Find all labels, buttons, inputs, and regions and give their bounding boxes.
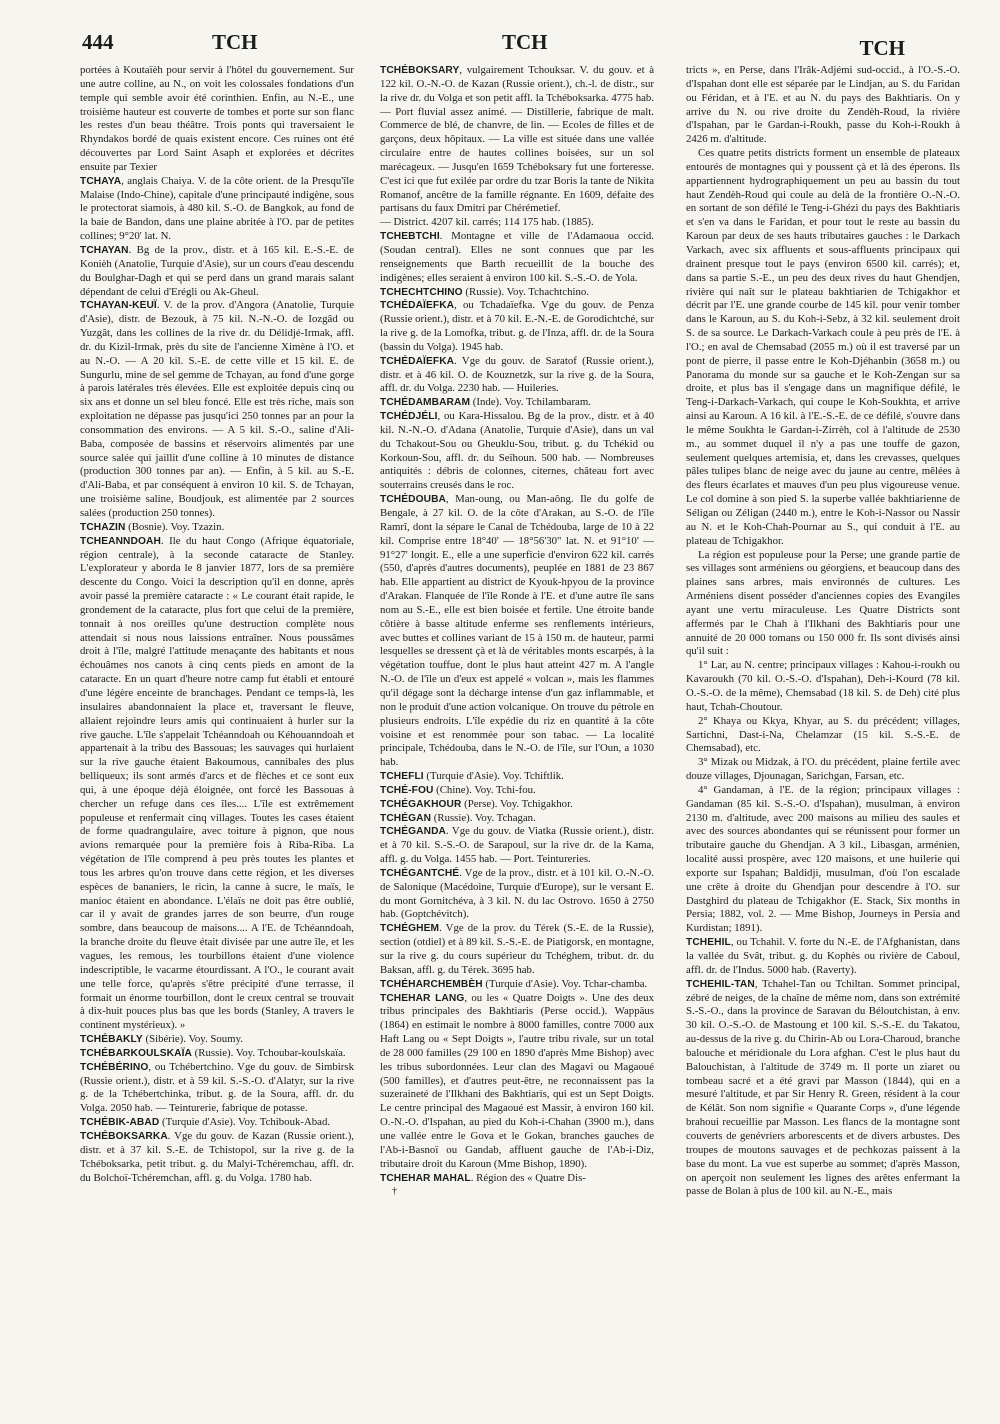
dictionary-entry <box>80 521 354 535</box>
entry-headword: TCHÉGAKHOUR <box>380 798 462 810</box>
entry-headword: TCHECHTCHINO <box>380 286 463 298</box>
dictionary-entry <box>80 535 354 1033</box>
entry-headword: TCHÉGANDA <box>380 826 446 838</box>
text-columns <box>80 64 960 1404</box>
entry-headword: TCHÉDJÉLI <box>380 411 438 423</box>
entry-headword: TCHÉDAMBARAM <box>380 397 471 409</box>
entry-headword: TCHÉDAÏEFKA <box>380 355 455 367</box>
entry-headword: TCHÉBIK-ABAD <box>80 1117 160 1129</box>
entry-text: — District. 4207 kil. carrés; 114 175 hab. (1885). <box>380 216 594 229</box>
entry-headword: TCHÉ-FOU <box>380 784 434 796</box>
entry-headword: TCHÉDAÏEFKA <box>380 300 455 312</box>
entry-text: 2° Khaya ou Kkya, Khyar, au S. du précédent; villages, Sartichni, Dast-i-Na, Chelamzar (15 kil. S.-S.-E. de Chemsabad), etc. <box>686 714 960 755</box>
entry-text: (Perse). Voy. Tchigakhor. <box>461 797 573 810</box>
dictionary-entry <box>380 812 654 826</box>
entry-text: (Sibérie). Voy. Soumy. <box>142 1033 243 1046</box>
dictionary-entry <box>80 244 354 299</box>
entry-text: , ou les « Quatre Doigts ». Une des deux tribus principales des Bakhtiaris (Perse occid.). Wappäus (1864) en estimait le nombre à 8000 familles, contre 7000 aux Haft Lang ou « Sept Doigts », l'autre tribu rivale, sur un total de 28 000 familles (29 100 en 1890 d'après Mme Bishop) avec les tribus subordonnées. Leur clan des Magavi ou Magaoué (500 familles), et d'autres peut-être, ne reconnaissent pas la suzeraineté de l'Ilkhani des Bakhtiaris, qui est un Sept Doigts. Le centre principal des Magaoué est Massir, à environ 160 kil. O.-N.-O. d'Ispahan, au pied du Koh-i-Chahan (3900 m.), dans une vallée entre le Gova et le Gokan, branches gauches de l'Ab-i-Basnoï ou Gandab, affluent gauche de l'Ab-i-Diz, tributaire droit du Karoun (Mme Bishop, 1890). <box>380 991 654 1170</box>
entry-text: . Région des « Quatre Dis- <box>470 1171 586 1184</box>
dictionary-entry <box>380 1172 654 1186</box>
entry-text: portées à Koutaïèh pour servir à l'hôtel du gouvernement. Sur une autre colline, au N., on voit les colossales fondations d'un temple qui semble avoir été corinthien. Enfin, au N.-E., une troisième hauteur est couverte de tombes et porte sur son flanc les restes d'un beau théâtre. Trois ponts qui traversaient le Rhyndakos bordé de quais existent encore. Ces ruines ont été découvertes par Lord Saint Asaph et explorées et décrites ensuite par Texier <box>80 64 354 173</box>
column-1 <box>80 64 354 1404</box>
entry-text: (Bosnie). Voy. Tzazin. <box>125 520 225 533</box>
entry-headword: TCHÉDOUBA <box>380 494 446 506</box>
entry-text: (Turquie d'Asie). Voy. Tchiftlik. <box>423 770 564 783</box>
footer-mark: † <box>392 1186 397 1198</box>
entry-text: , ou Tchébertchino. Vge du gouv. de Simbirsk (Russie orient.), distr. et à 59 kil. S.-S.-O. d'Alatyr, sur la rive g. de la Tchébertchinka, tribut. g. de la Soura, affl. dr. du Volga. 2050 hab. — Teinturerie, fabrique de potasse. <box>80 1060 354 1115</box>
entry-headword: TCHEBTCHI <box>380 231 440 243</box>
entry-headword: TCHÉBOKSARY <box>380 65 460 76</box>
dictionary-entry <box>380 798 654 812</box>
entry-text: (Turquie d'Asie). Voy. Tchar-chamba. <box>482 977 648 990</box>
entry-text: . Bg de la prov., distr. et à 165 kil. E.-S.-E. de Konièh (Anatolie, Turquie d'Asie), sur un cours d'eau descendu du Boulghar-Dagh et qui se perd dans un grand marais salant dépendant de celui d'Erégli ou Ak-Gheul. <box>80 243 354 298</box>
dictionary-entry <box>380 64 654 216</box>
entry-text: , anglais Chaiya. V. de la côte orient. de la Presqu'île Malaise (Indo-Chine), capitale d'une principauté indigène, sous le protectorat siamois, à 480 kil. S.-O. de Bangkok, au fond de la baie de Bandon, dans une plaine abritée à l'O. par de petites collines; 9°20' lat. N. <box>80 174 354 243</box>
running-head <box>82 30 905 64</box>
entry-text: (Russie). Voy. Tchoubar-koulskaïa. <box>191 1046 346 1059</box>
dictionary-entry <box>380 286 654 300</box>
entry-text: , ou Kara-Hissalou. Bg de la prov., distr. et à 40 kil. N.-N.-O. d'Adana (Anatolie, Turquie d'Asie), dans un val du Tchakout-Sou ou Gheuklu-Sou, tribut. g. du Tchékid ou Korkoun-Sou, affl. dr. du Seïhoun. 500 hab. — Nombreuses antiquités : débris de colonnes, citernes, château fort avec souterrains creusés dans le roc. <box>380 410 654 492</box>
dictionary-entry <box>380 355 654 397</box>
entry-headword: TCHEFLI <box>380 771 424 783</box>
entry-headword: TCHEHIL-TAN <box>686 978 755 990</box>
dictionary-entry <box>686 978 960 1200</box>
dictionary-entry <box>80 1130 354 1185</box>
dictionary-entry <box>380 493 654 770</box>
entry-text: La région est populeuse pour la Perse; une grande partie de ses villages sont arméniens ou géorgiens, et beaucoup dans des plaines sans arbres, mais environnés de cultures. Les Arméniens disent posséder d'anciennes copies des Evangiles ayant une vertu miraculeuse. Les Quatre Districts sont affermés par le Chah à l'Ilkhani des Bakhtiaris pour une annuité de 20 000 tomans ou 150 000 fr. Ils sont divisés ainsi qu'il suit : <box>686 548 960 658</box>
entry-headword: TCHAZIN <box>80 521 126 533</box>
dictionary-entry <box>380 230 654 285</box>
entry-text: , vulgairement Tchouksar. V. du gouv. et à 122 kil. O.-N.-O. de Kazan (Russie orient.), ch.-l. de distr., sur la rive dr. du Volga et son petit affl. la Tchéboksarka. 4775 hab. — Port fluvial assez animé. — Distillerie, fabrique de malt. Commerce de blé, de chanvre, de lin. — Ecoles de filles et de garçons, deux hôpitaux. — La ville est située dans une vallée circulaire entre de hautes collines boisées, sur un sol marécageux. — Jusqu'en 1659 Tchéboksary fut une forteresse. C'est ici que fut exilée par ordre du tzar Boris la tante de Nikita Romanof, ancêtre de la famille régnante. En 1609, défaite des partisans du faux Dmitri par Chérémetief. <box>380 64 654 215</box>
entry-text: . Vge de la prov. du Térek (S.-E. de la Russie), section (otdiel) et à 89 kil. S.-S.-E. de Piatigorsk, en montagne, sur la rive g. du cours supérieur du Tchéghem, tribut. dr. du Baksan, affl. g. du Térek. 3695 hab. <box>380 922 654 976</box>
entry-text: , Tchahel-Tan ou Tchiltan. Sommet principal, zébré de neiges, de la chaîne de même nom, dans son extrémité S.-S.-O., dans la province de Saravan du Béloutchistan, à env. 30 kil. O.-S.-O. de Mastoung et 100 kil. S.-S.-E. du Takatou, au-dessus de la rive g. du Chirin-Ab ou Lora-Charoud, branche balouche et méridionale du Lora afghan. C'est le plus haut du Balouchistan, à l'altitude de 3749 m. Il porte un ziaret ou tombeau sacré et a été gravi par Masson (1844), qui en a mesuré l'altitude, et par Sir Henry R. Green, résident à la cour de Kélât. Son nom signifie « Quarante Corps », d'une légende brahoui recueillie par Masson. Les flancs de la montagne sont couverts de genévriers arborescents et de divers arbustes. Des troupes de moutons sauvages et de pechkozas paissent à la base du mont. La vue est superbe au sommet; d'après Masson, on aperçoit non seulement les lignes des arêtes enfermant la passe de Bolan à plus de 100 kil. au N.-E., mais <box>686 977 960 1198</box>
dictionary-entry <box>686 549 960 660</box>
entry-headword: TCHÉBAKLY <box>80 1034 143 1046</box>
dictionary-entry <box>380 410 654 493</box>
entry-text: (Russie). Voy. Tchachtchino. <box>462 285 589 298</box>
running-head-left: TCH <box>212 30 258 54</box>
entry-text: . Montagne et ville de l'Adamaoua occid. (Soudan central). Elles ne sont connues que par les renseignements que Barth recueillit de la bouche des indigènes; elles seraient à environ 100 kil. S.-S.-O. de Yola. <box>380 230 654 284</box>
column-3 <box>686 64 960 1404</box>
dictionary-entry <box>686 936 960 978</box>
entry-text: (Inde). Voy. Tchilambaram. <box>470 396 591 409</box>
dictionary-entry <box>80 1033 354 1047</box>
dictionary-entry <box>686 756 960 784</box>
entry-text: . V. de la prov. d'Angora (Anatolie, Turquie d'Asie), distr. de Bezouk, à 75 kil. N.-N.-O. de Iozgâd ou Yuzgât, dans les collines de la rive dr. du Délidjé-Irmak, affl. dr. du Kizil-Irmak, près du site de l'ancienne Ximène à l'O. et au N.-O. — A 20 kil. S.-E. de cette ville et 15 kil. E. de Sungurlu, mine de sel gemme de Tchayan, au fond d'une gorge à parois latérales très élevées. Elle est exploitée depuis cinq ou six ans et donne un sel bleu foncé. Elle est très riche, mais son exploitation ne dépasse pas jusqu'ici 250 tonnes par an pour la consommation des environs. — A 5 kil. S.-O., saline d'Ali-Baba, composée de bassins et réservoirs alimentés par une source salée qui jaillit d'une colline à 10 minutes de distance (production 300 tonnes par an). — Enfin, à 5 kil. au S.-E. d'Ali-Baba, et par conséquent à environ 10 kil. S. de Tchayan, une troisième saline, Boudjouk, est alimentée par 2 sources salées (production 250 tonnes). <box>80 299 354 519</box>
entry-text: (Russie). Voy. Tchagan. <box>431 811 536 824</box>
page-number: 444 <box>82 30 114 54</box>
entry-text: , Man-oung, ou Man-aông. Ile du golfe de Bengale, à 27 kil. O. de la côte d'Arakan, au S.-O. de l'île Ramrî, dont la sépare le Canal de Tchédouba, large de 10 à 22 kil. Comprise entre 18°40' — 18°56'30" lat. N. et 91°10' — 91°27' longit. E., elle a une superficie d'environ 622 kil. carrés (550, d'après d'autres documents), peuplée en 1881 de 23 867 hab. Elle appartient au district de Kyouk-hpyou de la province d'Arakan. Flanquée de l'île Ronde à l'E. et d'une autre île sans nom au S.-E., elle est bien boisée et fertile. Une étroite bande côtière à basse altitude enferme ses renflements intérieurs, avec buttes et collines variant de 15 à 150 m. de hauteur, parmi lesquelles se dressent çà et là de véritables monts escarpés, à la végétation touffue, dont le plus haut atteint 427 m. A l'angle N.-O. de l'île un d'eux est appelé « volcan », mais les flammes qu'il dégage sont la décharge intense d'un gaz inflammable, et non le produit d'une action volcanique. On trouve du pétrole en plusieurs endroits. L'île expédie du riz en quantité à la côte voisine et est renommée pour son tabac. — La localité principale, Tchédouba, dans le N.-O. de l'île, sur l'Oun, a 1030 hab. <box>380 493 654 769</box>
entry-text: . Vge de la prov., distr. et à 101 kil. O.-N.-O. de Salonique (Macédoine, Turquie d'Europe), sur le versant E. du mont Gornitchéva, à 3 kil. N. du lac Ostrovo. 1650 à 2750 hab. (Goptchévitch). <box>380 866 654 921</box>
entry-text: tricts », en Perse, dans l'Irâk-Adjémi sud-occid., à l'O.-S.-O. d'Ispahan dont elle est séparée par le Lindjan, au S. du Faridan ou Féridan, et à l'E. et au N. du pays des Bakhtiaris. On y arrive du N. ou rive droite du Zendèh-Roud, la rivière d'Ispahan, par le Gardan-i-Roukh, passe du Koh-i-Roukh à 2426 m. d'altitude. <box>686 64 960 146</box>
dictionary-entry <box>686 784 960 936</box>
dictionary-entry <box>80 1047 354 1061</box>
entry-headword: TCHÉGANTCHÉ <box>380 867 460 879</box>
entry-headword: TCHÉGAN <box>380 812 432 824</box>
entry-headword: TCHEHAR LANG <box>380 992 465 1004</box>
dictionary-entry <box>80 175 354 244</box>
entry-text: (Chine). Voy. Tchi-fou. <box>433 783 536 796</box>
entry-headword: TCHAYAN-KEUÏ <box>80 300 157 312</box>
entry-headword: TCHÉBOKSARKA <box>80 1130 168 1142</box>
dictionary-entry <box>80 299 354 521</box>
dictionary-entry <box>380 867 654 922</box>
dictionary-entry <box>380 825 654 867</box>
entry-headword: TCHÉHARCHEMBÈH <box>380 978 483 990</box>
entry-headword: TCHEANNDOAH <box>80 535 161 547</box>
entry-headword: TCHÉGHEM <box>380 923 440 935</box>
entry-text: . Vge du gouv. de Saratof (Russie orient.), distr. et à 46 kil. O. de Kouznetzk, sur la rive g. de la Soura, affl. dr. du Volga. 2230 hab. — Huileries. <box>380 354 654 395</box>
entry-headword: TCHEHAR MAHAL <box>380 1172 471 1184</box>
entry-text: 1° Lar, au N. centre; principaux villages : Kahou-i-roukh ou Kavaroukh (70 kil. O.-S.-O. d'Ispahan), Deh-i-Kourd (78 kil. O.-S.-O. de la même), Chemsabad (18 kil. S. de Deh) cité plus haut, Tchah-Choutour. <box>686 659 960 713</box>
dictionary-entry <box>380 299 654 354</box>
entry-headword: TCHEHIL <box>686 937 731 949</box>
dictionary-entry <box>380 396 654 410</box>
entry-text: . Vge du gouv. de Viatka (Russie orient.), distr. et à 70 kil. S.-S.-O. de Sarapoul, sur la rive dr. de la Kama, affl. g. du Volga. 1455 hab. — Port. Teintureries. <box>380 825 654 866</box>
entry-text: Ces quatre petits districts forment un ensemble de plateaux entourés de montagnes qui y poussent çà et là des éperons. Ils appartiennent hydrographiquement un peu au bassin du tout haut Zendèh-Roud qui coule au delà de la frontière O.-N.-O. en sortant de son défilé le Teng-i-Ghézi du pays des Bakhtiaris et s'en va dans le Faridan, et pour tout le reste au bassin du Karoun par deux de ses hauts tributaires gauches : le Darkach Varkach, avec six affluents et sous-affluents principaux qui drainent presque tout le pays (environ 6500 kil. carrés); et, dans sa partie S.-E., un peu des deux rives du haut Ghendjen, rivière qui naît sur le plateau bakhtiarien de Tchigakhor et décrit par l'E. une grande courbe de 145 kil. pour venir tomber dans le Karoun, au S. du Koh-i-Sebz, à 32 kil. seulement droit S. de sa source. Le Darkach-Varkach coule à peu près de l'E. à l'O.; en aval de Chemsabad (2055 m.) où il est traversé par un pont de pierre, il passe entre le Koh-Djéhanbin (3658 m.) ou Panorama du monde sur sa gauche et le Koh-Zengan sur sa droite, et plus bas il s'engage dans un magnifique défilé, le Teng-i-Darkach-Varkach, qui coupe le Koh-Soukhta, et arrive ainsi au Karoun. A 16 kil. à l'E.-S.-E. de ce défilé, s'ouvre dans le même Soukhta le Gardan-i-Zirrèh, col à l'altitude de 2530 m., au sommet duquel il n'y a pas une touffe de gazon, seulement quelques artemisia, et, dans les crevasses, quelques pâles tulipes blanc de neige avec du jaune au centre, mêlées à des fleurs écarlates et mauves d'un peu plus vigoureuse venue. Le col domine à son pied S. la superbe vallée bakhtiarienne de Séligan ou Zéligan (2440 m.), entre le Koh-i-Nassor ou Nassir au N. et le Koh-Chah-Pournar au S., qui conduit à l'E. au plateau de Tchigakhor. <box>686 147 960 547</box>
entry-text: . Ile du haut Congo (Afrique équatoriale, région centrale), à la seconde cataracte de Stanley. L'explorateur y aborda le 8 janvier 1877, lors de sa première descente du Congo. Voici la description qu'il en donne, après avoir passé la première cataracte : « Le courant était rapide, le grondement de la cataracte, plus fort que celui de la première, tonnait à nos oreilles qu'une destruction complète nous attendait si nous nous laissions entraîner. Nous poussâmes droit à l'île, malgré l'attitude menaçante des habitants et nous échouâmes nos canots à cinq cents pieds en amont de la cataracte. En un quart d'heure notre camp fut établi et entouré d'une légère enceinte de branchages. Pendant ce temps-là, les insulaires abandonnaient la place et, traversant le fleuve, allaient rejoindre leurs amis qui continuaient à hurler sur la rive gauche. L'île s'appelait Tchéanndoah ou Kéhouanndoah et appartenait à la tribu des Bassouas; les sauvages qui hurlaient sur la rive gauche étaient Bakoumous, cannibales des plus belliqueux; ils sont armés d'arcs et de flèches et ce sont eux qui, à une époque déjà éloignée, ont forcé les Bassouas à chercher un refuge dans ces îles.... L'île est extrêmement populeuse et renfermait cinq villages. Toutes les cases étaient de forme quadrangulaire, avec toiture à pignon, que nous avions remarquée pour la première fois à Riba-Riba. La végétation de l'île comprend à peu près toutes les plantes et tous les arbres qu'on trouve dans cette région, et les diverses espèces de bananiers, le ricin, la canne à sucre, le maïs, le manioc étaient en abondance. L'élaïs ne doit pas être oublié, car il y avait de grandes jarres de son beurre, d'un rouge sombre, dans beaucoup de maisons.... A l'E. de Tchéanndoah, la branche droite du fleuve était divisée par une autre île, et les vagues, les remous, les tourbillons étaient d'une violence indescriptible, le vacarme étourdissant. A l'O., le courant avait une telle force, qu'après s'être précipité d'une terrasse, il formait un énorme tourbillon, dont le creux central se trouvait à dix-huit pouces plus bas que les bords (Stanley, A travers le continent mystérieux). » <box>80 534 354 1032</box>
dictionary-entry <box>686 147 960 548</box>
entry-headword: TCHAYAN <box>80 244 129 256</box>
running-head-center: TCH <box>502 30 548 54</box>
entry-text: , ou Tchadaïefka. Vge du gouv. de Penza (Russie orient.), distr. et à 70 kil. E.-N.-E. de Gorodichtché, sur la rive g. de la Lomofka, tribut. g. de l'Inza, affl. dr. de la Soura (bassin du Volga). 1945 hab. <box>380 299 654 353</box>
dictionary-entry <box>380 922 654 977</box>
entry-headword: TCHÉBÉRINO <box>80 1061 149 1073</box>
dictionary-entry <box>686 659 960 714</box>
dictionary-entry <box>380 992 654 1172</box>
entry-text: , ou Tchahil. V. forte du N.-E. de l'Afghanistan, dans la vallée du Svât, tribut. g. du Kophès ou rivière de Caboul, affl. dr. de l'Indus. 5000 hab. (Raverty). <box>686 936 960 976</box>
dictionary-entry <box>686 715 960 757</box>
entry-text: 4° Gandaman, à l'E. de la région; principaux villages : Gandaman (85 kil. S.-S.-O. d'Ispahan), musulman, à environ 2130 m. d'altitude, avec 200 maisons au milieu des saules et avec des sources abondantes qui se réunissent pour former un tributaire gauche du Ghendjan. A 3 kil., Libasgan, arménien, localité aussi prospère, avec 120 maisons, et une huilerie qui exporte sur Ispahan; Baldidji, musulman, d'où l'on escalade une crête à droite du Ghendjan pour descendre à l'O. sur Dastghird du plateau de Tchigakhor (E. Stack, Six months in Persia; 1882, vol. 2. — Mme Bishop, Journeys in Persia and Kurdistan; 1891). <box>686 783 960 935</box>
dictionary-entry <box>380 784 654 798</box>
dictionary-entry <box>686 64 960 147</box>
entry-headword: TCHÉBARKOULSKAÏA <box>80 1047 192 1059</box>
dictionary-entry <box>380 770 654 784</box>
entry-headword: TCHAYA <box>80 175 122 187</box>
dictionary-entry <box>380 216 654 230</box>
dictionary-entry <box>380 978 654 992</box>
dictionary-entry <box>80 1061 354 1116</box>
dictionary-entry <box>80 64 354 175</box>
entry-text: . Vge du gouv. de Kazan (Russie orient.), distr. et à 37 kil. S.-E. de Tchistopol, sur la rive g. de la Tchéboksarka, petit tribut. g. du Malyi-Tchéremchau, affl. dr. du Bolchoï-Tchéremchan, affl. g. du Volga. 1780 hab. <box>80 1129 354 1184</box>
running-head-right: TCH <box>859 36 905 60</box>
entry-text: 3° Mizak ou Midzak, à l'O. du précédent, plaine fertile avec douze villages, Djounagan, Sarichgan, Farsan, etc. <box>686 756 960 783</box>
entry-text: (Turquie d'Asie). Voy. Tchibouk-Abad. <box>159 1116 331 1129</box>
dictionary-entry <box>80 1116 354 1130</box>
column-2 <box>380 64 654 1404</box>
